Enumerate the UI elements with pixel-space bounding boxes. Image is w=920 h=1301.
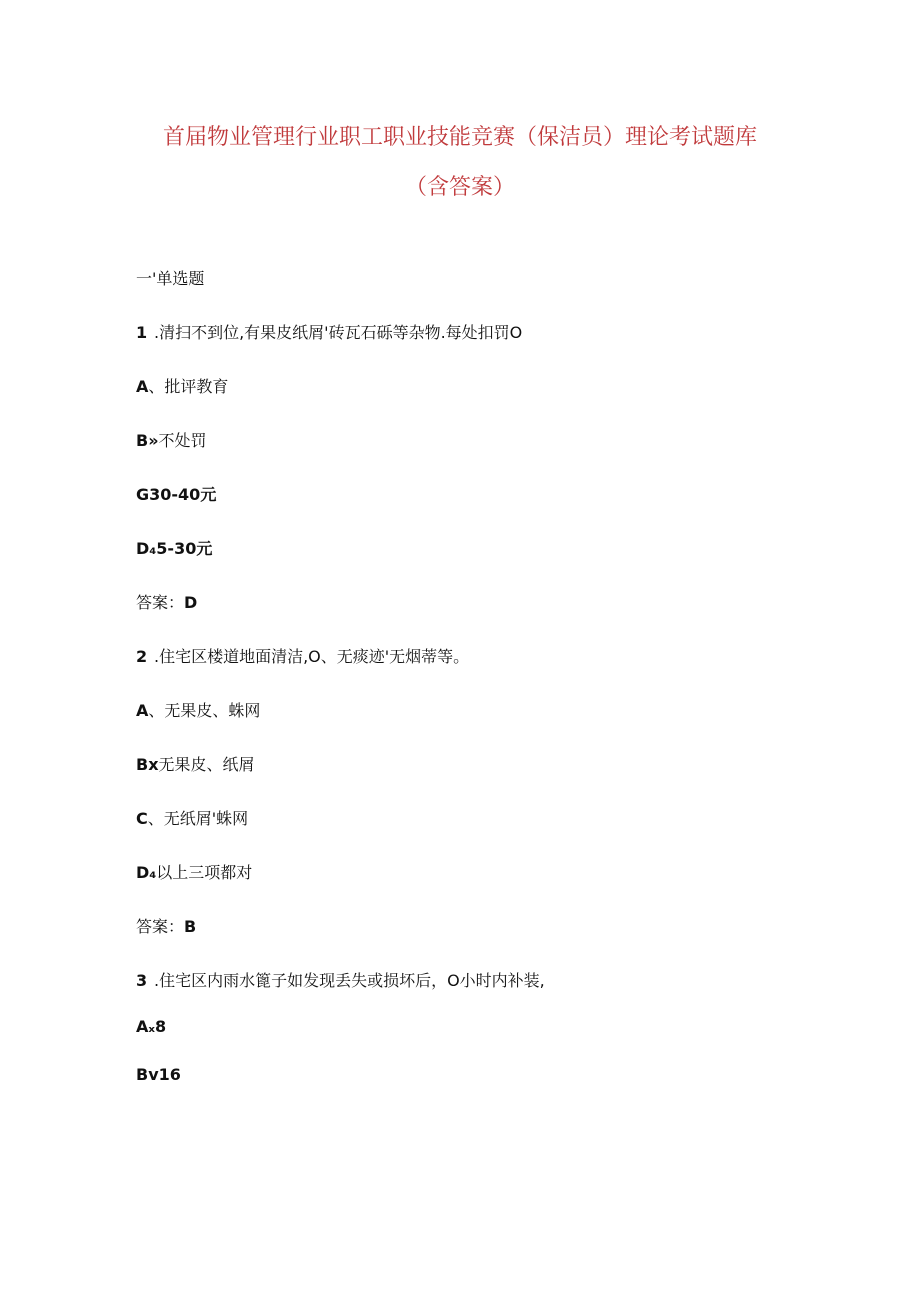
option-text: 无纸屑'蛛网: [163, 809, 249, 828]
option-text: 以上三项都对: [156, 863, 253, 882]
option-letter: Bv: [136, 1065, 159, 1084]
option-text: 30-40元: [149, 485, 217, 504]
question-1: [136, 322, 522, 344]
option-text: 16: [158, 1065, 181, 1084]
section-heading: 一'单选题: [136, 269, 205, 288]
answer: [136, 916, 196, 938]
question-text: .清扫不到位,有果皮纸屑'砖瓦石砾等杂物.每处扣罚O: [154, 323, 523, 342]
answer-label: 答案：: [136, 593, 185, 612]
option-text: 无果皮、纸屑: [158, 755, 255, 774]
question-number: 2: [136, 647, 148, 666]
option-letter: C: [136, 809, 148, 828]
option-text: 批评教育: [164, 377, 229, 396]
question-number: 1: [136, 323, 148, 342]
option-c: [136, 484, 216, 506]
answer-value: B: [184, 917, 197, 936]
option-c: [136, 808, 248, 830]
answer: [136, 592, 197, 614]
option-b: [136, 1064, 181, 1086]
option-d: [136, 862, 252, 884]
option-text: 无果皮、蛛网: [164, 701, 261, 720]
question-3: [136, 970, 545, 992]
question-text: .住宅区内雨水篦子如发现丢失或损坏后，O小时内补装,: [154, 971, 545, 990]
question-2: [136, 646, 469, 668]
option-b: [136, 430, 207, 452]
option-letter: Bx: [136, 755, 159, 774]
option-a: [136, 376, 228, 398]
question-number: 3: [136, 971, 148, 990]
answer-value: D: [184, 593, 198, 612]
answer-label: 答案：: [136, 917, 185, 936]
option-letter: B»: [136, 431, 159, 450]
option-letter: G: [136, 485, 150, 504]
option-letter: Aₓ: [136, 1017, 155, 1036]
option-d: [136, 538, 212, 560]
document-title: 首届物业管理行业职工职业技能竞赛（保洁员）理论考试题库: [162, 125, 757, 150]
option-separator: 、: [147, 809, 164, 828]
option-text: 5-30元: [156, 539, 213, 558]
option-letter: A: [136, 701, 149, 720]
option-letter: D₄: [136, 539, 157, 558]
option-separator: 、: [148, 701, 165, 720]
option-letter: D₄: [136, 863, 157, 882]
option-b: [136, 754, 255, 776]
option-text: 8: [154, 1017, 167, 1036]
option-text: 不处罚: [158, 431, 207, 450]
option-a: [136, 700, 260, 722]
question-text: .住宅区楼道地面清洁,O、无痰迹'无烟蒂等。: [154, 647, 470, 666]
option-a: [136, 1016, 166, 1038]
option-separator: 、: [148, 377, 165, 396]
document-title-subtitle: （含答案）: [404, 175, 515, 200]
option-letter: A: [136, 377, 149, 396]
